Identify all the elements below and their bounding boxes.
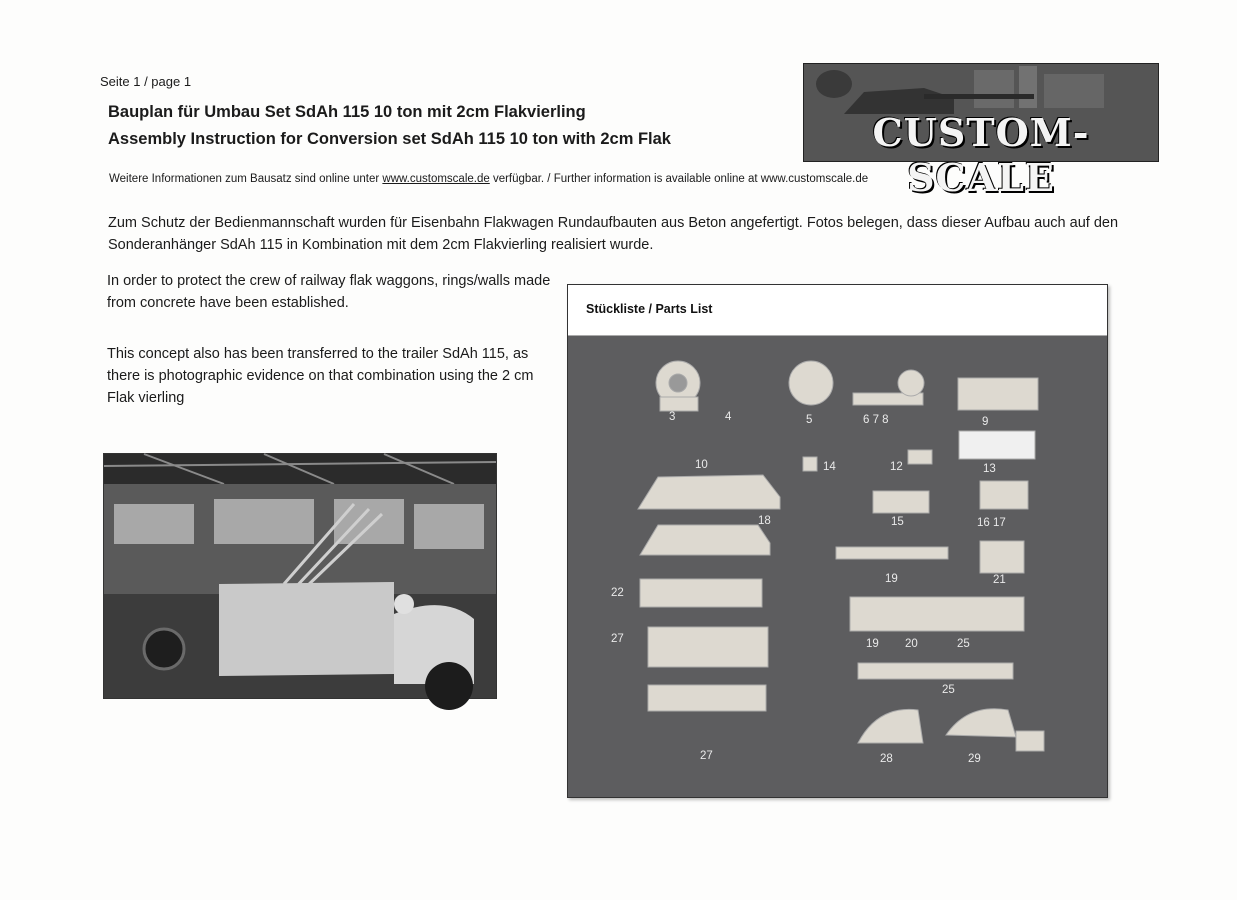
info-line (109, 173, 868, 185)
part-number-4: 4 (725, 411, 732, 423)
part-number-27-left: 27 (611, 633, 624, 645)
part-number-27-bottom: 27 (700, 750, 713, 762)
part-number-13: 13 (983, 463, 996, 475)
part-number-10: 10 (695, 459, 708, 471)
part-number-25-top: 25 (957, 638, 970, 650)
title-german: Bauplan für Umbau Set SdAh 115 10 ton mit 2cm Flakvierling (108, 103, 586, 121)
parts-list-panel (567, 284, 1108, 798)
flak-trailer-photo (104, 454, 496, 698)
logo-text: CUSTOM-SCALE (872, 110, 1090, 200)
part-number-6-7-8: 6 7 8 (863, 414, 889, 426)
part-number-3: 3 (669, 411, 676, 423)
info-before: Weitere Informationen zum Bausatz sind online unter (109, 173, 383, 185)
part-number-21: 21 (993, 574, 1006, 586)
part-number-15: 15 (891, 516, 904, 528)
part-number-18: 18 (758, 515, 771, 527)
paragraph-english-1: In order to protect the crew of railway flak waggons, rings/walls made from concrete have been established. (107, 273, 551, 311)
part-number-20: 20 (905, 638, 918, 650)
custom-scale-logo (803, 63, 1159, 200)
paragraph-english-2: This concept also has been transferred to the trailer SdAh 115, as there is photographic evidence on that combination using the 2 cm Flak vierling (107, 346, 534, 406)
parts-list-title: Stückliste / Parts List (586, 302, 713, 316)
part-number-5: 5 (806, 414, 813, 426)
part-number-22: 22 (611, 587, 624, 599)
website-link[interactable]: www.customscale.de (382, 173, 490, 185)
part-number-12: 12 (890, 461, 903, 473)
part-number-29: 29 (968, 753, 981, 765)
part-number-19-top: 19 (885, 573, 898, 585)
part-number-25-bottom: 25 (942, 684, 955, 696)
title-english: Assembly Instruction for Conversion set SdAh 115 10 ton with 2cm Flak (108, 130, 671, 148)
page-number: Seite 1 / page 1 (100, 74, 192, 89)
part-number-16-17: 16 17 (977, 517, 1006, 529)
part-number-9: 9 (982, 416, 989, 428)
parts-illustration (568, 285, 1107, 797)
part-number-28: 28 (880, 753, 893, 765)
part-number-14: 14 (823, 461, 836, 473)
info-after: verfügbar. / Further information is available online at www.customscale.de (489, 173, 869, 185)
reference-photo (103, 453, 497, 699)
part-number-19-bottom: 19 (866, 638, 879, 650)
intro-paragraph-german: Zum Schutz der Bedienmannschaft wurden für Eisenbahn Flakwagen Rundaufbauten aus Beton angefertigt. Fotos belegen, dass dieser Aufbau auch auf den Sonderanhänger SdAh 115 in Kombination mit dem 2cm Flakvierling realisiert wurde. (108, 215, 1119, 253)
